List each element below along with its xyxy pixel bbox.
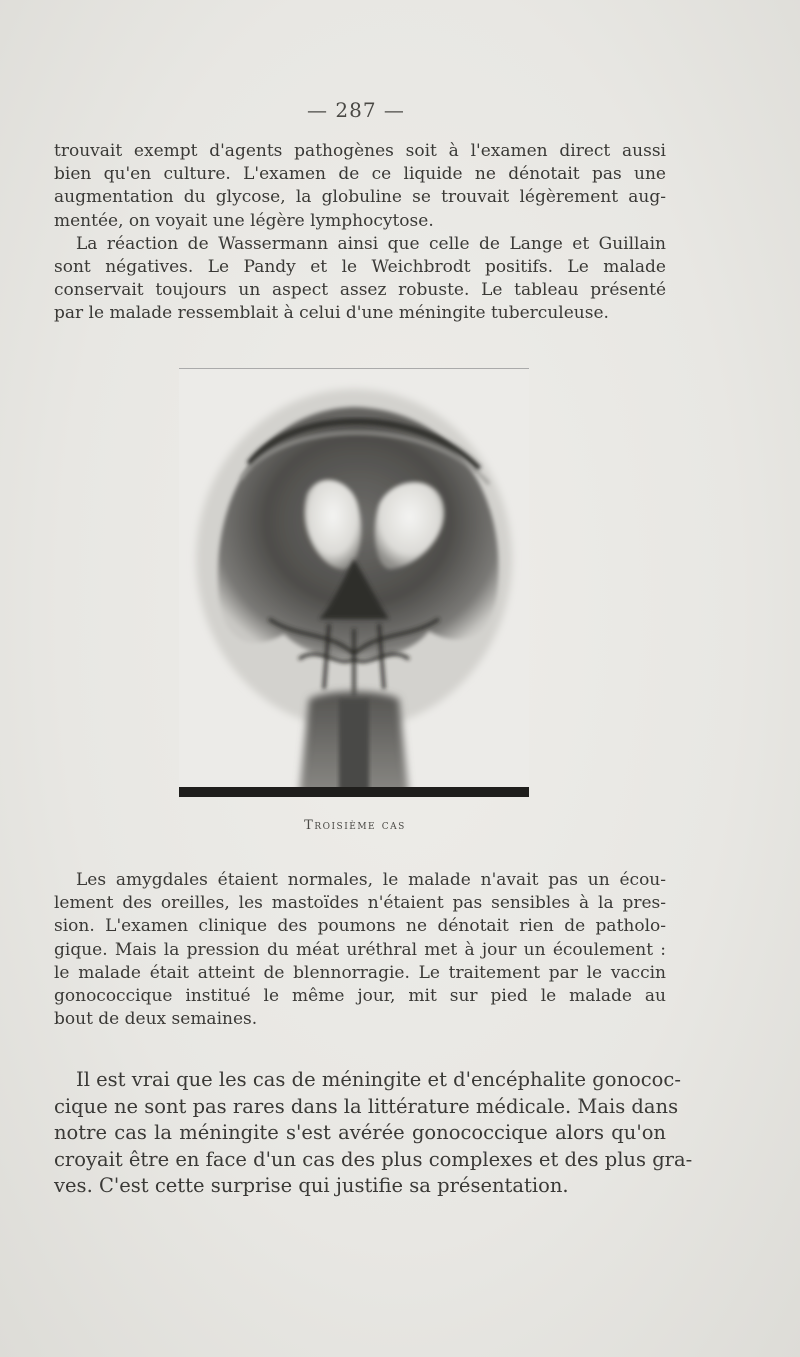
paragraph-1-line: augmentation du glycose, la globuline se trouvait légèrement aug- bbox=[54, 187, 666, 208]
paragraph-4 bbox=[54, 1067, 693, 1200]
page-number: — 287 — bbox=[307, 98, 405, 122]
paragraph-3-line: gique. Mais la pression du méat uréthral met à jour un écoulement : bbox=[54, 939, 666, 960]
paragraph-3-line: lement des oreilles, les mastoïdes n'étaient pas sensibles à la pres- bbox=[54, 893, 666, 914]
paragraph-1-line: mentée, on voyait une légère lymphocytose. bbox=[54, 210, 434, 231]
paragraph-4-line: Il est vrai que les cas de méningite et d'encéphalite gonococ- bbox=[76, 1068, 681, 1091]
paragraph-3-line: Les amygdales étaient normales, le malade n'avait pas un écou- bbox=[76, 870, 666, 890]
paragraph-4-line: ves. C'est cette surprise qui justifie sa présentation. bbox=[54, 1174, 569, 1197]
paragraph-2-line: sont négatives. Le Pandy et le Weichbrodt positifs. Le malade bbox=[54, 257, 666, 278]
paragraph-2-line: La réaction de Wassermann ainsi que celle de Lange et Guillain bbox=[76, 233, 666, 254]
paragraph-3-line: gonococcique institué le même jour, mit sur pied le malade au bbox=[54, 986, 666, 1007]
paragraph-2-line: par le malade ressemblait à celui d'une méningite tuberculeuse. bbox=[54, 303, 609, 324]
paragraph-2-line: conservait toujours un aspect assez robuste. Le tableau présenté bbox=[54, 280, 666, 301]
paragraph-3-line: bout de deux semaines. bbox=[54, 1009, 258, 1030]
figure-caption: Troisième cas bbox=[304, 818, 406, 833]
paragraph-3 bbox=[54, 869, 666, 1031]
xray-figure bbox=[179, 368, 529, 797]
paragraph-1-line: bien qu'en culture. L'examen de ce liquide ne dénotait pas une bbox=[54, 164, 666, 185]
paragraph-4-line: notre cas la méningite s'est avérée gonococcique alors qu'on bbox=[54, 1121, 666, 1144]
paragraph-3-line: le malade était atteint de blennorragie. Le traitement par le vaccin bbox=[54, 962, 666, 983]
paragraph-4-line: croyait être en face d'un cas des plus complexes et des plus gra- bbox=[54, 1147, 693, 1171]
paragraph-1 bbox=[54, 140, 666, 326]
paragraph-4-line: cique ne sont pas rares dans la littérature médicale. Mais dans bbox=[54, 1094, 679, 1118]
paragraph-1-line: trouvait exempt d'agents pathogènes soit à l'examen direct aussi bbox=[54, 141, 666, 161]
xray-skull-image bbox=[179, 369, 529, 797]
paragraph-3-line: sion. L'examen clinique des poumons ne dénotait rien de patholo- bbox=[54, 916, 666, 937]
